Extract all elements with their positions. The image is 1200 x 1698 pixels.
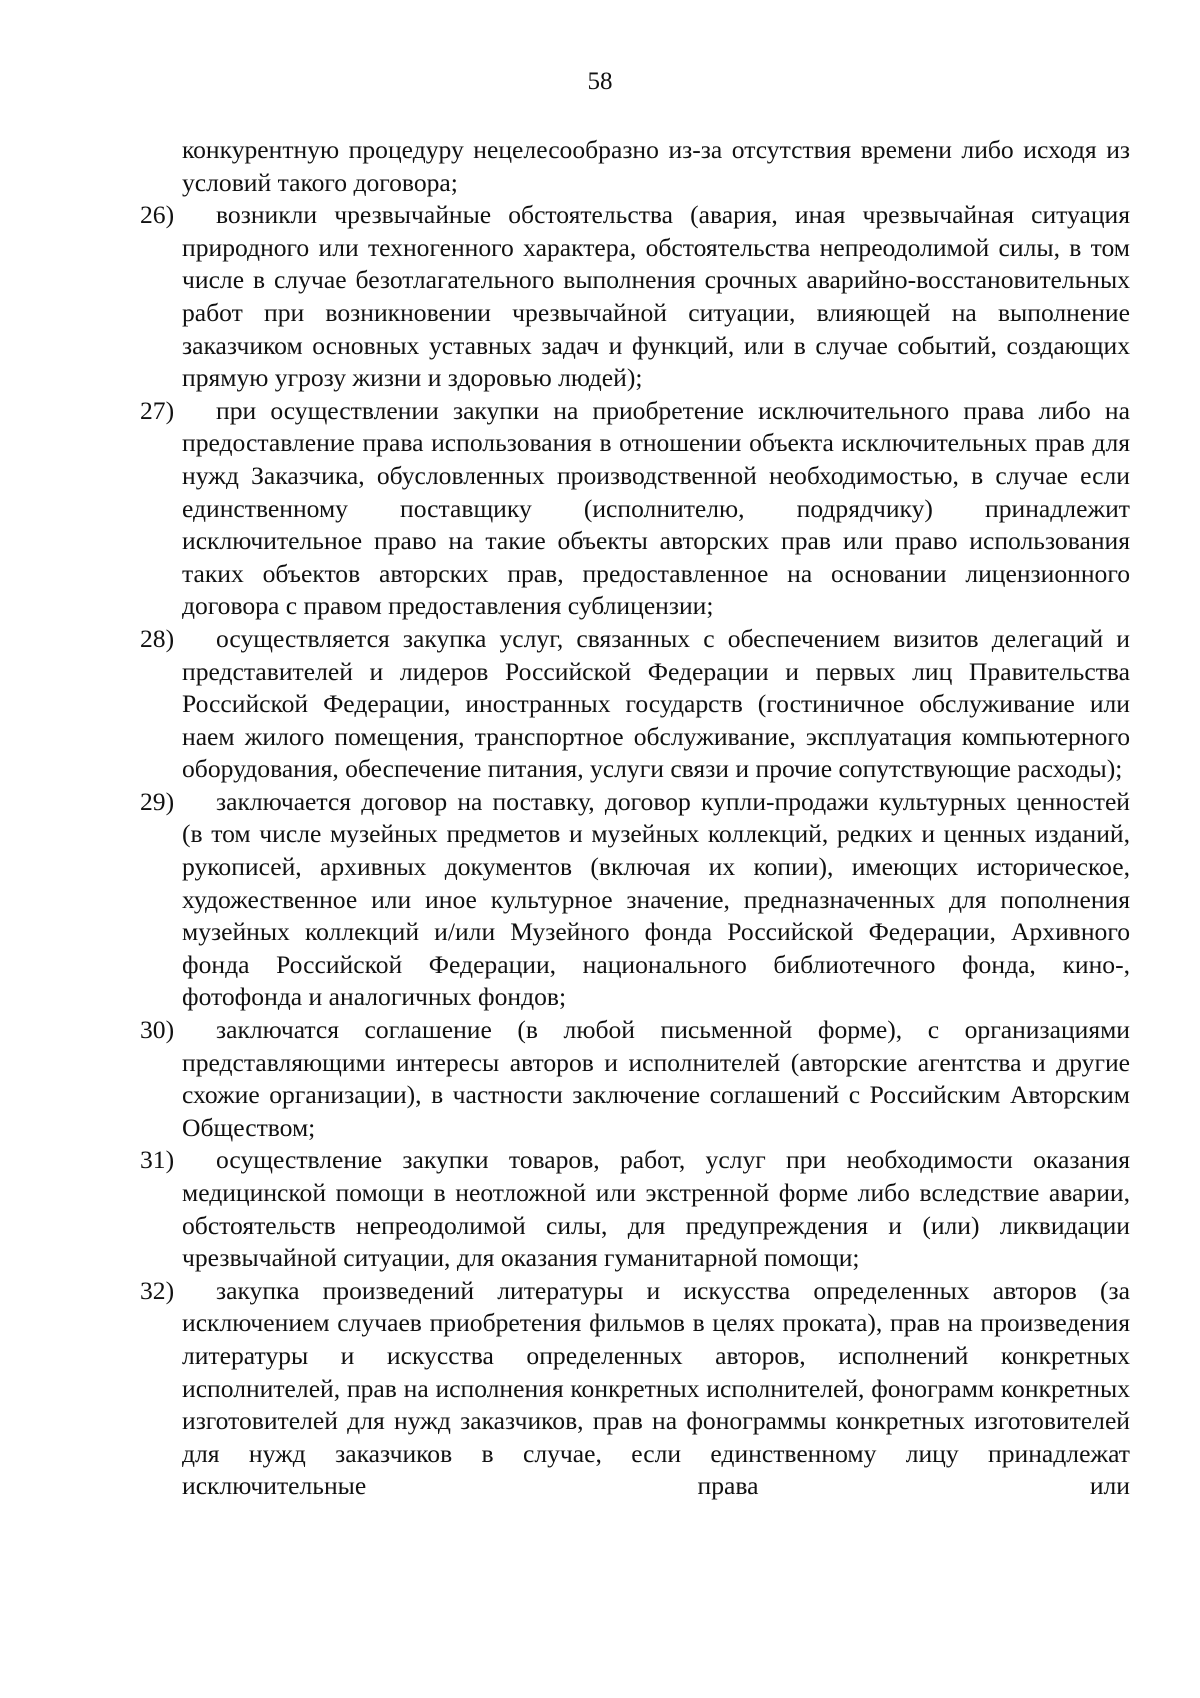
list-item [140,395,1130,623]
list-item [140,199,1130,395]
list-item-number: 30) [140,1015,175,1045]
list-item [140,623,1130,786]
list-item-number: 27) [140,395,175,425]
list-item-number: 32) [140,1275,175,1305]
list-item-text: при осуществлении закупки на приобретение исключительного права либо на предоставление права использования в отношении объекта исключительных прав для нужд Заказчика, обусловленных производственной необходимостью, в случае если единственному поставщику (исполнителю, подрядчику) принадлежит исключительное право на такие объекты авторских прав или право использования таких объектов авторских прав, предоставленное на основании лицензионного договора с правом предоставления сублицензии; [182,395,1130,621]
list-item [140,1014,1130,1144]
list-item-text: возникли чрезвычайные обстоятельства (авария, иная чрезвычайная ситуация природного или техногенного характера, обстоятельства непреодолимой силы, в том числе в случае безотлагательного выполнения срочных аварийно-восстановительных работ при возникновении чрезвычайной ситуации, влияющей на выполнение заказчиком основных уставных задач и функций, или в случае событий, создающих прямую угрозу жизни и здоровью людей); [182,200,1130,393]
list-item-number: 31) [140,1145,175,1175]
document-body [140,134,1130,1503]
page-number: 58 [587,68,613,95]
continuation-paragraph: конкурентную процедуру нецелесообразно из-за отсутствия времени либо исходя из условий такого договора; [182,135,1130,197]
list-item-number: 29) [140,786,175,816]
list-item [140,1275,1130,1503]
list-item [140,786,1130,1014]
list-item-text: заключается договор на поставку, договор купли-продажи культурных ценностей (в том числе музейных предметов и музейных коллекций, редких и ценных изданий, рукописей, архивных документов (включая их копии), имеющих историческое, художественное или иное культурное значение, предназначенных для пополнения музейных коллекций и/или Музейного фонда Российской Федерации, Архивного фонда Российской Федерации, национального библиотечного фонда, кино-, фотофонда и аналогичных фондов; [182,786,1130,1012]
list-item-number: 28) [140,623,175,653]
list-item-text: осуществляется закупка услуг, связанных с обеспечением визитов делегаций и представителей и лидеров Российской Федерации и первых лиц Правительства Российской Федерации, иностранных государств (гостиничное обслуживание или наем жилого помещения, транспортное обслуживание, эксплуатация компьютерного оборудования, обеспечение питания, услуги связи и прочие сопутствующие расходы); [182,623,1130,784]
list-item-text: осуществление закупки товаров, работ, услуг при необходимости оказания медицинской помощи в неотложной или экстренной форме либо вследствие аварии, обстоятельств непреодолимой силы, для предупреждения и (или) ликвидации чрезвычайной ситуации, для оказания гуманитарной помощи; [182,1145,1130,1273]
list-item-number: 26) [140,200,175,230]
list-item [140,1144,1130,1274]
list-item-text: закупка произведений литературы и искусства определенных авторов (за исключением случаев приобретения фильмов в целях проката), прав на произведения литературы и искусства определенных авторов, исполнений конкретных исполнителей, прав на исполнения конкретных исполнителей, фонограмм конкретных изготовителей для нужд заказчиков, прав на фонограммы конкретных изготовителей для нужд заказчиков в случае, если единственному лицу принадлежат исключительные права или [182,1275,1130,1501]
list-item-text: заключатся соглашение (в любой письменной форме), с организациями представляющими интересы авторов и исполнителей (авторские агентства и другие схожие организации), в частности заключение соглашений с Российским Авторским Обществом; [182,1015,1130,1142]
